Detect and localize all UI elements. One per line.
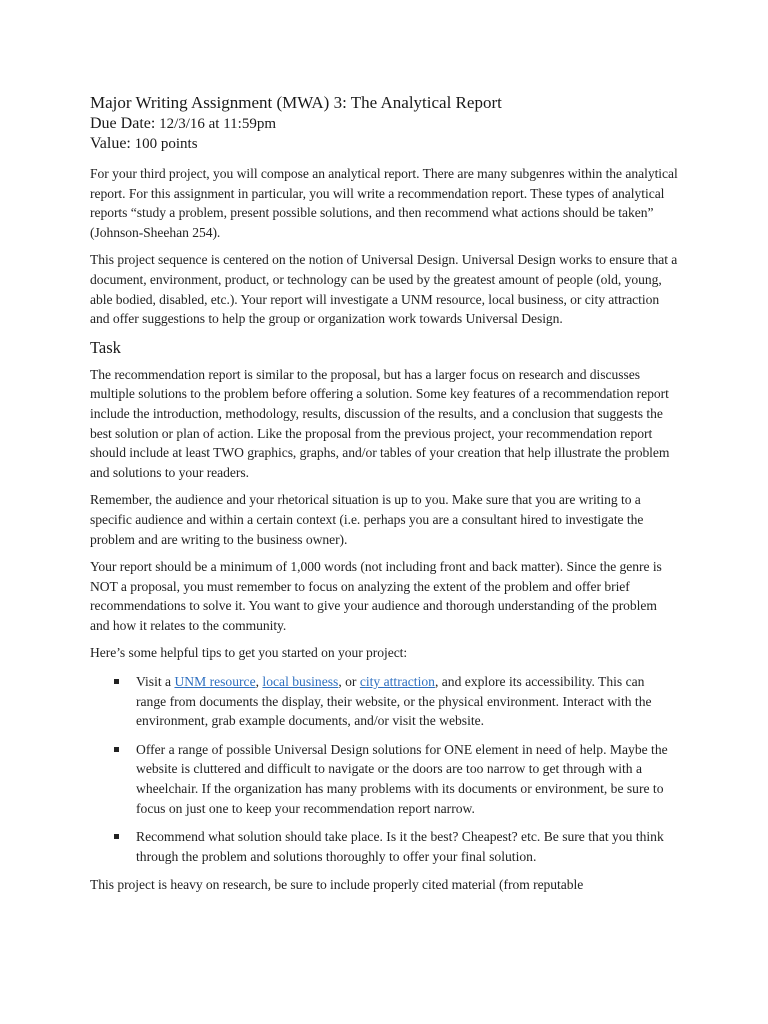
task-paragraph-2: Remember, the audience and your rhetorical situation is up to you. Make sure that you are writing to a specific audience and within a certain context (i.e. perhaps you are a consultant hired to investigate the problem and are writing to the business owner).: [90, 492, 644, 547]
square-bullet-icon: [114, 834, 119, 839]
task-paragraph-3: Your report should be a minimum of 1,000 words (not including front and back matter). Since the genre is NOT a proposal, you must remember to focus on analyzing the extent of the problem and offer brief recommendations to solve it. You want to give your audience and thorough understanding of the problem and how it relates to the community.: [90, 559, 662, 633]
intro-paragraph-2: This project sequence is centered on the notion of Universal Design. Universal Design works to ensure that a document, environment, product, or technology can be used by the greatest amount of people (old, young, able bodied, disabled, etc.). Your report will investigate a UNM resource, local business, or city attraction and offer suggestions to help the group or organization work towards Universal Design.: [90, 252, 678, 327]
tips-list: [90, 672, 678, 866]
task-heading: Task: [90, 337, 121, 357]
value-line: [90, 134, 678, 154]
intro-paragraph-1: For your third project, you will compose an analytical report. There are many subgenres within the analytical report. For this assignment in particular, you will write a recommendation report. These types of analytical reports “study a problem, present possible solutions, and then recommend what actions should be taken” (Johnson-Sheehan 254).: [90, 166, 678, 240]
document-page: [90, 92, 678, 895]
list-item: Visit a UNM resource, local business, or city attraction, and explore its accessibility. This can range from documents the display, their website, or the physical environment. Interact with the environment, grab example documents, and/or visit the website.: [90, 672, 678, 731]
city-attraction-link[interactable]: city attraction: [359, 674, 435, 690]
value-label: Value:: [90, 135, 131, 152]
value-amount: 100 points: [134, 136, 198, 152]
local-business-link[interactable]: local business: [262, 674, 339, 690]
list-item: Recommend what solution should take place. Is it the best? Cheapest? etc. Be sure that you think through the problem and solutions thoroughly to offer your final solution.: [90, 827, 678, 866]
assignment-title: Major Writing Assignment (MWA) 3: The Analytical Report: [90, 93, 502, 112]
list-item: Offer a range of possible Universal Design solutions for ONE element in need of help. Maybe the website is cluttered and difficult to navigate or the doors are too narrow to get through with a wheelchair. If the organization has many problems with its documents or environment, be sure to focus on just one to keep your recommendation report narrow.: [90, 740, 678, 818]
square-bullet-icon: [114, 679, 119, 684]
task-paragraph-1: The recommendation report is similar to the proposal, but has a larger focus on research and discusses multiple solutions to the problem before offering a solution. Some key features of a recommendation report include the introduction, methodology, results, discussion of the results, and a conclusion that suggests the best solution or plan of action. Like the proposal from the previous project, your recommendation report should include at least TWO graphics, graphs, and/or tables of your creation that help illustrate the problem and solutions to your readers.: [90, 366, 670, 480]
due-date-line: [90, 114, 678, 134]
tips-intro: Here’s some helpful tips to get you started on your project:: [90, 645, 408, 661]
due-date-value: 12/3/16 at 11:59pm: [159, 116, 277, 132]
closing-paragraph: This project is heavy on research, be sure to include properly cited material (from reputable: [90, 877, 584, 893]
unm-resource-link[interactable]: UNM resource: [174, 674, 256, 690]
due-date-label: Due Date:: [90, 115, 156, 132]
square-bullet-icon: [114, 747, 119, 752]
